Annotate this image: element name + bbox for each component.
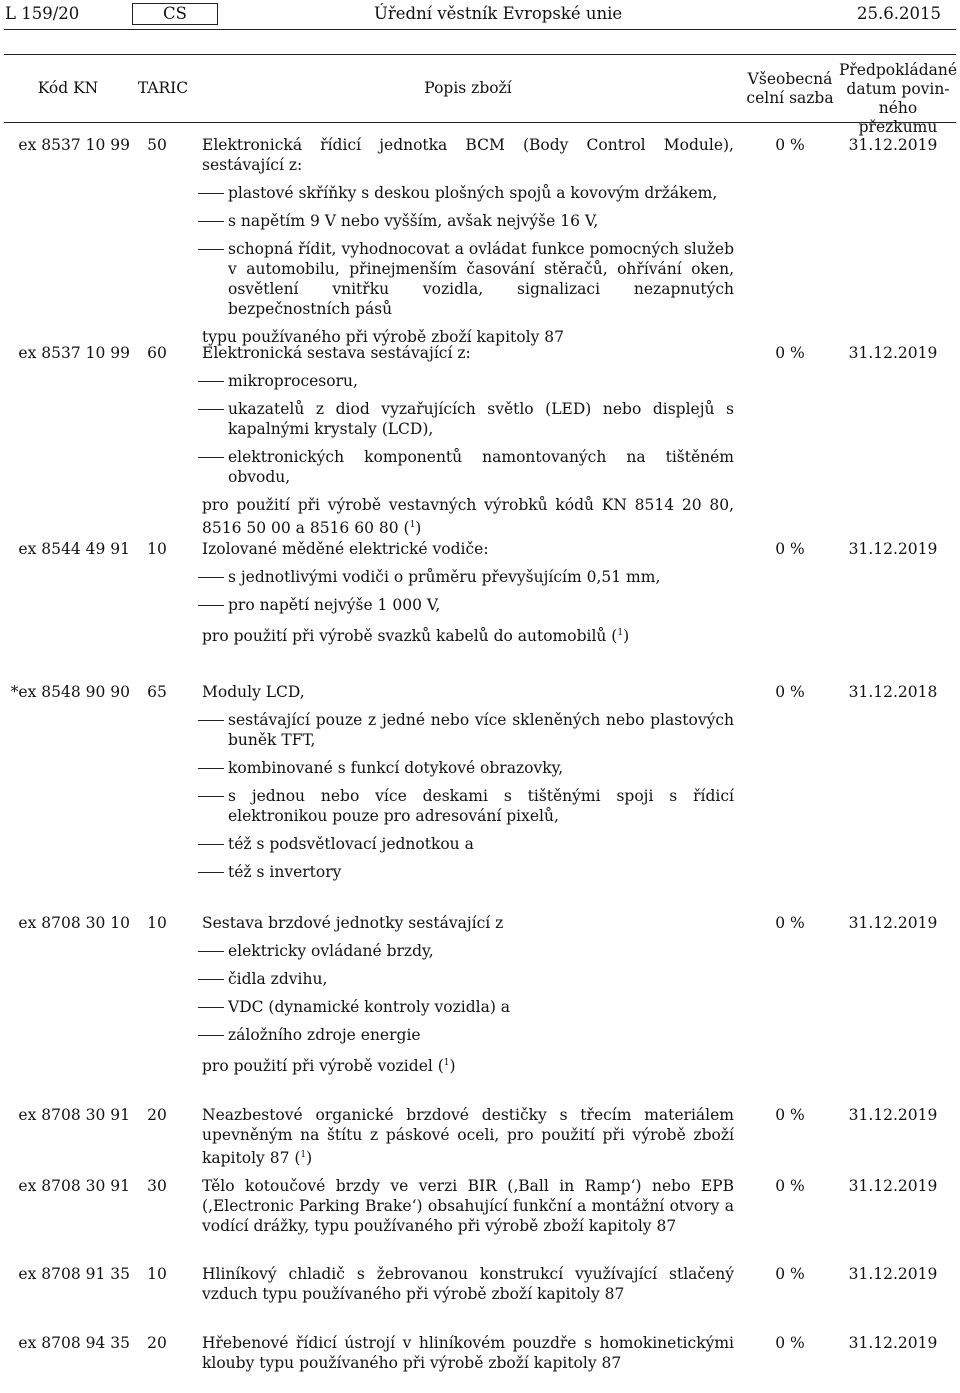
em-dash-bullet [198, 193, 224, 194]
kod-kn-cell: ex 8537 10 99 [18, 136, 130, 154]
description-item [202, 862, 734, 882]
description-item [202, 567, 734, 587]
description-item-text: schopná řídit, vyhodnocovat a ovládat funkce pomocných služeb v automobilu, přinejmenším časování stěračů, ohřívání oken, osvětlení vnitřku vozidla, signalizaci nezapnutých bezpečnostních pásů [228, 240, 734, 318]
description-item [202, 595, 734, 615]
description-item-text: též s podsvětlovací jednotkou a [228, 835, 474, 853]
taric-cell: 30 [147, 1177, 167, 1195]
description-item [202, 371, 734, 391]
description-item-text: VDC (dynamické kontroly vozidla) a [228, 998, 511, 1016]
description-usage: pro použití při výrobě vestavných výrobků kódů KN 8514 20 80, 8516 50 00 a 8516 60 80 ($^1$) [202, 496, 734, 538]
taric-cell: 50 [147, 136, 167, 154]
description-intro [202, 1264, 734, 1304]
description-cell [202, 1169, 734, 1236]
em-dash-bullet [198, 221, 224, 222]
col-celni-sazba-line2: celní sazba [746, 89, 834, 107]
table-row [0, 675, 960, 901]
description-item [202, 211, 734, 231]
description-cell [202, 532, 734, 646]
description-item-text: elektricky ovládané brzdy, [228, 942, 434, 960]
taric-cell: 10 [147, 914, 167, 932]
description-cell [202, 1098, 734, 1168]
description-text: Hřebenové řídicí ústrojí v hliníkovém pouzdře s homokinetickými klouby typu používaného při výrobě zboží kapitoly 87 [202, 1334, 734, 1372]
em-dash-bullet [198, 1035, 224, 1036]
duty-rate-cell: 0 % [775, 136, 805, 154]
description-intro [202, 682, 734, 702]
description-intro [202, 1176, 734, 1236]
description-item-text: s jednou nebo více deskami s tištěnými spoji s řídicí elektronikou pouze pro adresování pixelů, [228, 787, 734, 825]
review-date-cell: 31.12.2019 [848, 1106, 938, 1124]
description-usage-text: typu používaného při výrobě zboží kapitoly 87 [202, 328, 564, 346]
em-dash-bullet [198, 1007, 224, 1008]
table-row [0, 906, 960, 1095]
description-intro [202, 135, 734, 175]
description-item-text: s napětím 9 V nebo vyšším, avšak nejvýše 16 V, [228, 212, 599, 230]
description-item [202, 710, 734, 750]
col-taric: TARIC [137, 79, 189, 97]
description-item-text: elektronických komponentů namontovaných na tištěném obvodu, [228, 448, 734, 486]
description-text: Izolované měděné elektrické vodiče: [202, 540, 489, 558]
description-item-text: s jednotlivými vodiči o průměru převyšujícím 0,51 mm, [228, 568, 661, 586]
publication-date: 25.6.2015 [857, 4, 941, 23]
description-text: Sestava brzdové jednotky sestávající z [202, 914, 504, 932]
duty-rate-cell: 0 % [775, 1334, 805, 1352]
description-intro [202, 343, 734, 363]
table-row [0, 1326, 960, 1392]
col-kod-kn: Kód KN [37, 79, 99, 97]
description-cell [202, 128, 734, 347]
duty-rate-cell: 0 % [775, 1265, 805, 1283]
description-item [202, 941, 734, 961]
description-item [202, 399, 734, 439]
footnote-ref: 1 [409, 520, 416, 530]
description-text: Hliníkový chladič s žebrovanou konstrukcí využívající stlačený vzduch typu používaného při výrobě zboží kapitoly 87 [202, 1265, 734, 1303]
description-text: Elektronická řídicí jednotka BCM (Body Control Module), sestávající z: [202, 136, 734, 174]
em-dash-bullet [198, 768, 224, 769]
kod-kn-cell: ex 8708 94 35 [18, 1334, 130, 1352]
table-row [0, 1169, 960, 1255]
description-item [202, 786, 734, 826]
description-text: Moduly LCD, [202, 683, 305, 701]
description-item-text: čidla zdvihu, [228, 970, 328, 988]
col-datum-prezkumu [838, 61, 958, 137]
taric-cell: 20 [147, 1334, 167, 1352]
header-rule [4, 29, 956, 30]
review-date-cell: 31.12.2019 [848, 1265, 938, 1283]
kod-kn-cell: ex 8708 30 91 [18, 1106, 130, 1124]
description-item-text: ukazatelů z diod vyzařujících světlo (LED) nebo displejů s kapalnými krystaly (LCD), [228, 400, 734, 438]
description-item [202, 239, 734, 319]
taric-cell: 10 [147, 540, 167, 558]
em-dash-bullet [198, 457, 224, 458]
kod-kn-cell: ex 8708 91 35 [18, 1265, 130, 1283]
kod-kn-cell: *ex 8548 90 90 [10, 683, 130, 701]
description-text: Tělo kotoučové brzdy ve verzi BIR (‚Ball in Ramp‘) nebo EPB (‚Electronic Parking Brake‘) obsahující funkční a montážní otvory a vodící drážky, typu používaného při výrobě zboží kapitoly 87 [202, 1177, 734, 1235]
review-date-cell: 31.12.2019 [848, 914, 938, 932]
taric-cell: 60 [147, 344, 167, 362]
duty-rate-cell: 0 % [775, 540, 805, 558]
em-dash-bullet [198, 409, 224, 410]
taric-cell: 10 [147, 1265, 167, 1283]
kod-kn-cell: ex 8537 10 99 [18, 344, 130, 362]
kod-kn-cell: ex 8708 30 10 [18, 914, 130, 932]
em-dash-bullet [198, 951, 224, 952]
journal-header [0, 0, 960, 26]
duty-rate-cell: 0 % [775, 1106, 805, 1124]
description-item-text: též s invertory [228, 863, 342, 881]
description-intro [202, 913, 734, 933]
duty-rate-cell: 0 % [775, 914, 805, 932]
description-intro [202, 539, 734, 559]
review-date-cell: 31.12.2019 [848, 1177, 938, 1195]
col-datum-line1: Předpokládané [838, 61, 958, 79]
duty-rate-cell: 0 % [775, 344, 805, 362]
language-code: CS [132, 3, 218, 25]
description-intro [202, 1333, 734, 1373]
table-row [0, 128, 960, 366]
description-usage-text: pro použití při výrobě svazků kabelů do automobilů ( [202, 627, 618, 646]
page-reference: L 159/20 [5, 4, 80, 23]
description-cell [202, 1326, 734, 1373]
col-datum-line3: ného přezkumu [858, 99, 938, 136]
col-celni-sazba [742, 70, 838, 108]
description-intro: Neazbestové organické brzdové destičky s třecím materiálem upevněným na štítu z páskové oceli, pro použití při výrobě zboží kapitoly 87 ($^1$) [202, 1106, 734, 1168]
em-dash-bullet [198, 605, 224, 606]
footnote-ref: 1 [617, 628, 624, 638]
em-dash-bullet [198, 577, 224, 578]
duty-rate-cell: 0 % [775, 683, 805, 701]
em-dash-bullet [198, 720, 224, 721]
table-row [0, 1257, 960, 1323]
description-item-text: záložního zdroje energie [228, 1026, 421, 1044]
review-date-cell: 31.12.2018 [848, 683, 938, 701]
taric-cell: 20 [147, 1106, 167, 1124]
table-header-rule [4, 122, 956, 123]
description-item-text: sestávající pouze z jedné nebo více skleněných nebo plastových buněk TFT, [228, 711, 734, 749]
col-celni-sazba-line1: Všeobecná [747, 70, 833, 88]
review-date-cell: 31.12.2019 [848, 136, 938, 154]
em-dash-bullet [198, 979, 224, 980]
duty-rate-cell: 0 % [775, 1177, 805, 1195]
description-item [202, 758, 734, 778]
review-date-cell: 31.12.2019 [848, 344, 938, 362]
table-row [0, 532, 960, 665]
description-usage: pro použití při výrobě svazků kabelů do automobilů ($^1$) [202, 627, 630, 646]
description-usage-text: pro použití při výrobě vozidel ( [202, 1057, 444, 1076]
description-usage-text: pro použití při výrobě vestavných výrobků kódů KN 8514 20 80, 8516 50 00 a 8516 60 80 ( [202, 496, 734, 538]
em-dash-bullet [198, 796, 224, 797]
description-item [202, 997, 734, 1017]
kod-kn-cell: ex 8708 30 91 [18, 1177, 130, 1195]
description-cell [202, 906, 734, 1076]
footnote-ref: 1 [300, 1150, 307, 1160]
description-item [202, 1025, 734, 1045]
description-item [202, 834, 734, 854]
table-top-rule [4, 54, 956, 55]
em-dash-bullet [198, 249, 224, 250]
col-datum-line2: datum povin- [846, 80, 950, 98]
description-cell [202, 336, 734, 538]
journal-title: Úřední věstník Evropské unie [374, 4, 623, 23]
description-item-text: mikroprocesoru, [228, 372, 358, 390]
description-text: Elektronická sestava sestávající z: [202, 344, 471, 362]
em-dash-bullet [198, 844, 224, 845]
description-item [202, 183, 734, 203]
kod-kn-cell: ex 8544 49 91 [18, 540, 130, 558]
taric-cell: 65 [147, 683, 167, 701]
description-text: Neazbestové organické brzdové destičky s třecím materiálem upevněným na štítu z páskové oceli, pro použití při výrobě zboží kapitoly 87 ( [202, 1106, 734, 1168]
col-popis-zbozi: Popis zboží [424, 79, 512, 97]
description-item-text: pro napětí nejvýše 1 000 V, [228, 596, 441, 614]
description-cell [202, 675, 734, 882]
table-row [0, 336, 960, 557]
em-dash-bullet [198, 872, 224, 873]
description-item [202, 447, 734, 487]
description-item-text: plastové skříňky s deskou plošných spojů a kovovým držákem, [228, 184, 718, 202]
review-date-cell: 31.12.2019 [848, 540, 938, 558]
description-cell [202, 1257, 734, 1304]
description-usage: pro použití při výrobě vozidel ($^1$) [202, 1057, 456, 1076]
description-item-text: kombinované s funkcí dotykové obrazovky, [228, 759, 564, 777]
review-date-cell: 31.12.2019 [848, 1334, 938, 1352]
em-dash-bullet [198, 381, 224, 382]
footnote-ref: 1 [443, 1058, 450, 1068]
description-item [202, 969, 734, 989]
